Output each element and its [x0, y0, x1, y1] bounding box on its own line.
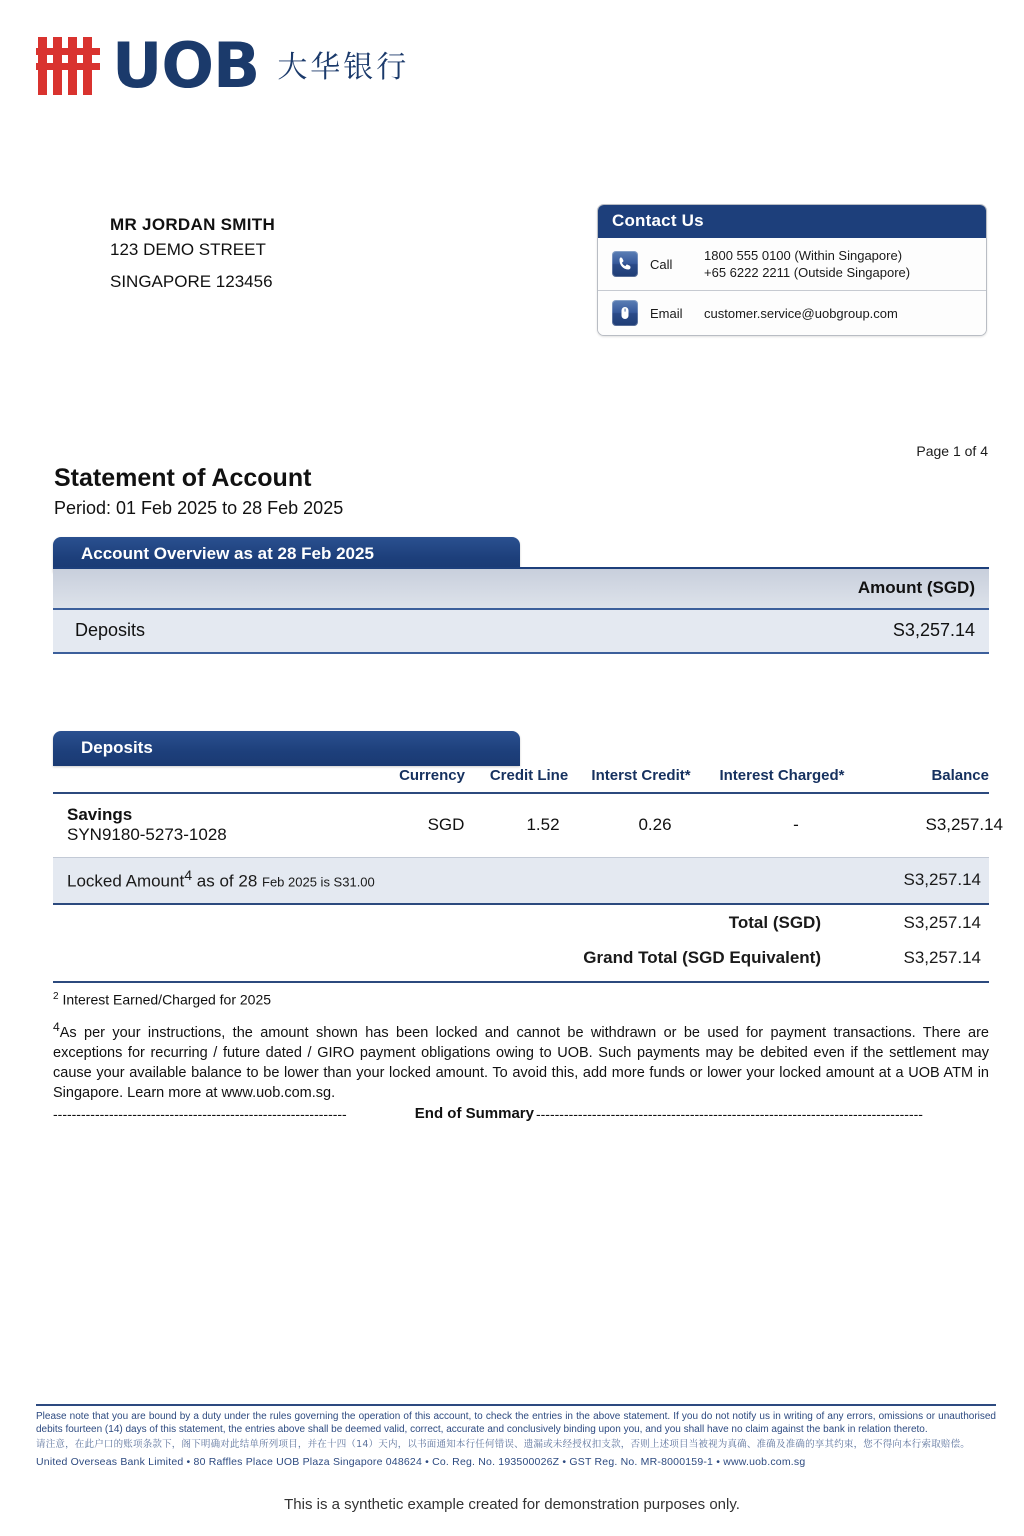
recipient-street: 123 DEMO STREET	[110, 240, 266, 259]
statement-period: Period: 01 Feb 2025 to 28 Feb 2025	[54, 498, 344, 518]
column-header-currency: Currency	[399, 767, 465, 784]
column-header-description	[53, 767, 383, 784]
account-currency: SGD	[427, 815, 465, 834]
locked-amount-superscript: 4	[184, 868, 193, 884]
interest-footnote	[53, 983, 989, 1008]
account-overview-table	[53, 567, 989, 654]
locked-footnote	[53, 1007, 989, 1103]
interest-footnote-text: Interest Earned/Charged for 2025	[62, 991, 272, 1008]
uob-logo-mark-icon	[36, 37, 102, 95]
total-value: S3,257.14	[903, 912, 981, 932]
synthetic-notice: This is a synthetic example created for demonstration purposes only.	[284, 1496, 740, 1513]
footer-legal-line: United Overseas Bank Limited • 80 Raffles Place UOB Plaza Singapore 048624 • Co. Reg. No. 193500026Z • GST Reg. No. MR-8000159-1 • www.uob.com.sg	[36, 1456, 806, 1468]
total-row	[53, 905, 989, 940]
locked-amount-balance: S3,257.14	[903, 869, 981, 889]
deposits-tab	[53, 731, 520, 766]
contact-us-title: Contact Us	[598, 205, 986, 238]
deposits-tab-label: Deposits	[81, 738, 153, 757]
contact-call-line1: 1800 555 0100 (Within Singapore)	[704, 248, 903, 263]
uob-logo	[36, 29, 410, 102]
contact-us-box	[597, 204, 987, 336]
recipient-name: MR JORDAN SMITH	[110, 215, 276, 234]
account-interest-charged: -	[793, 815, 799, 834]
contact-row-call	[598, 238, 986, 290]
contact-row-email	[598, 290, 986, 335]
recipient-address	[110, 212, 275, 294]
grand-total-row	[53, 940, 989, 975]
column-header-interest-credit: Interst Credit*	[591, 767, 691, 784]
uob-logo-text: UOB	[112, 29, 260, 102]
contact-call-values	[704, 247, 910, 281]
contact-email-value: customer.service@uobgroup.com	[704, 305, 898, 321]
account-overview-tab-label: Account Overview as at 28 Feb 2025	[81, 544, 374, 563]
overview-amount-header: Amount (SGD)	[53, 567, 989, 610]
contact-call-line2: +65 6222 2211 (Outside Singapore)	[704, 265, 911, 280]
account-number: SYN9180-5273-1028	[67, 825, 227, 844]
locked-amount-text	[53, 868, 851, 892]
column-header-balance: Balance	[931, 767, 989, 784]
grand-total-label: Grand Total (SGD Equivalent)	[583, 947, 821, 967]
locked-footnote-marker: 4	[53, 1020, 60, 1035]
locked-amount-detail: Feb 2025 is S31.00	[262, 874, 375, 890]
contact-call-label: Call	[650, 256, 673, 272]
table-row	[53, 794, 1003, 857]
account-balance: S3,257.14	[925, 815, 1003, 834]
end-of-summary-dash-right: -----------------------------------------------------------------------------------	[535, 1105, 923, 1122]
phone-icon	[612, 251, 638, 277]
account-interest-credit: 0.26	[638, 815, 672, 834]
uob-logo-chinese: 大华银行	[277, 50, 410, 85]
grand-total-value: S3,257.14	[903, 947, 981, 967]
column-header-interest-charged: Interest Charged*	[719, 767, 845, 784]
total-label: Total (SGD)	[728, 912, 821, 932]
account-type: Savings	[67, 805, 133, 824]
column-header-credit-line: Credit Line	[489, 767, 569, 784]
end-of-summary-dash-left: ---------------------------------------------------------------	[53, 1105, 347, 1122]
page-indicator: Page 1 of 4	[916, 443, 988, 459]
deposits-column-headers	[53, 763, 989, 794]
overview-deposits-label: Deposits	[75, 620, 146, 640]
account-description	[53, 805, 397, 845]
overview-deposits-row	[53, 610, 989, 654]
locked-footnote-text: As per your instructions, the amount shown has been locked and cannot be withdrawn or be used for payment transactions. There are exceptions for recurring / future dated / GIRO payment obligations owing to UOB. Such payments may be debited even if the settlement may cause your available balance to be lower than your locked amount. To avoid this, add more funds or lower your locked amount at a UOB ATM in Singapore. Learn more at www.uob.com.sg.	[53, 1025, 989, 1102]
account-credit-line: 1.52	[526, 815, 560, 834]
end-of-summary-label: End of Summary	[414, 1105, 534, 1123]
deposits-table	[53, 763, 1003, 1123]
page-footer	[36, 1404, 996, 1469]
mouse-icon	[612, 300, 638, 326]
locked-amount-mid: as of 28	[192, 871, 263, 891]
end-of-summary	[53, 1103, 989, 1122]
overview-deposits-amount: S3,257.14	[892, 620, 975, 640]
contact-email-label: Email	[650, 305, 683, 321]
footer-disclaimer: Please note that you are bound by a duty under the rules governing the operation of this account, to check the entries in the above statement. If you do not notify us in writing of any errors, omissions or unauthorised debits fourteen (14) days of this statement, the entries above shall be deemed valid, correct, accurate and conclusively binding upon you, and you shall have no claim against the bank in relation thereto.	[36, 1411, 996, 1435]
recipient-city-postal: SINGAPORE 123456	[110, 272, 273, 291]
footer-disclaimer-chinese: 请注意，在此户口的账项条款下，阁下明确对此结单所列项目，并在十四（14）天内，以书面通知本行任何错误、遗漏或未经授权扣支款，否则上述项目当被视为真确、准确及准确的享其约束，您不得向本行索取赔偿。	[36, 1439, 970, 1450]
locked-amount-label: Locked Amount	[67, 871, 185, 891]
interest-footnote-marker: 2	[53, 990, 59, 1002]
page-title: Statement of Account	[54, 464, 312, 492]
locked-amount-row	[53, 857, 989, 905]
